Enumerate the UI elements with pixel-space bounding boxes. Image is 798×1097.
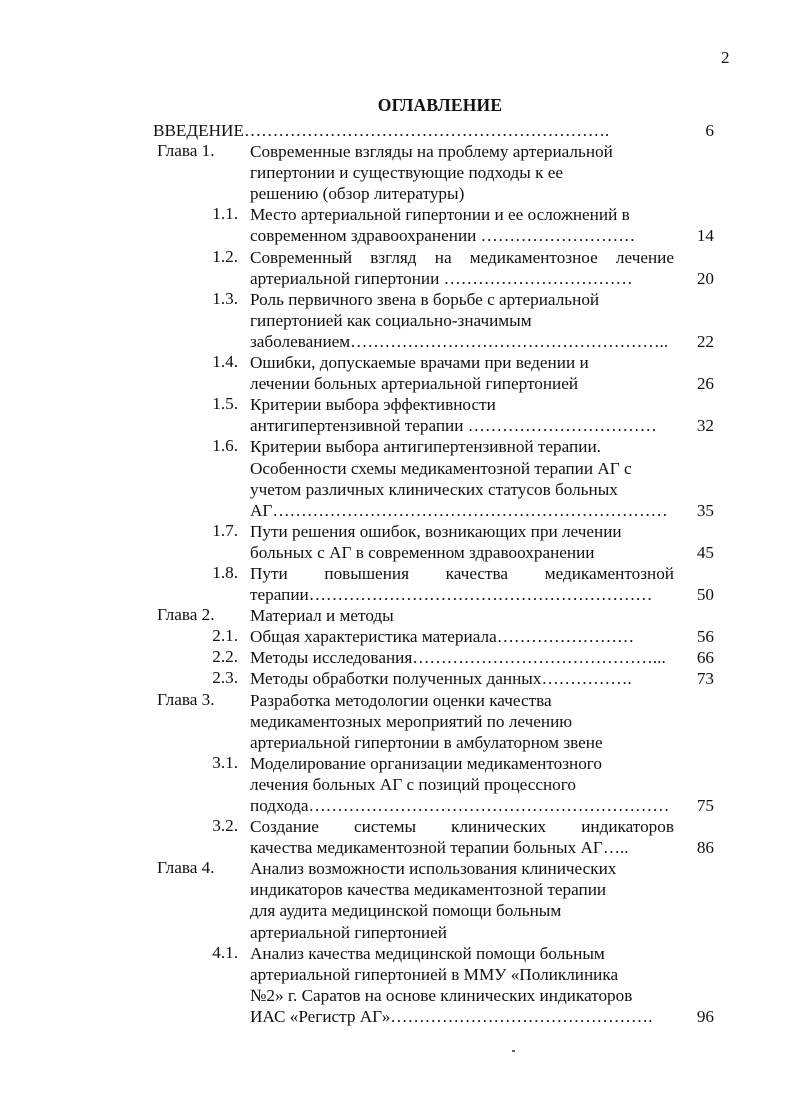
toc-entry <box>0 204 798 246</box>
toc-entry-line: Роль первичного звена в борьбе с артериальной <box>250 289 600 309</box>
toc-entry <box>0 141 798 204</box>
page-ref: 56 <box>696 627 714 647</box>
toc-entry-line: Разработка методологии оценки качества <box>250 690 552 710</box>
toc-entry-line: Современные взгляды на проблему артериальной <box>250 142 613 162</box>
toc-entry-line: ИАС «Регистр АГ»………………………………………. <box>250 1006 653 1026</box>
toc-entry <box>0 858 798 942</box>
page-ref: 66 <box>696 648 714 668</box>
toc-entry <box>0 563 798 605</box>
toc-entry-line: медикаментозных мероприятий по лечению <box>250 711 573 731</box>
toc-entry-line: Критерии выбора антигипертензивной терапии. <box>250 437 601 457</box>
toc-entry <box>0 394 798 436</box>
toc-entry-line: Общая характеристика материала…………………… <box>250 627 635 647</box>
toc-entry-line: артериальной гипертонией <box>250 922 447 942</box>
toc-entry <box>0 626 798 647</box>
toc-entry <box>0 289 798 352</box>
chapter-label: Глава 4. <box>157 858 215 878</box>
toc-entry-line: Методы исследования……………………………………... <box>250 648 666 668</box>
page-title: ОГЛАВЛЕНИЕ <box>377 95 503 115</box>
toc-entry <box>0 753 798 816</box>
section-number: 1.5. <box>212 394 238 414</box>
page-ref: 73 <box>696 669 714 689</box>
toc-entry-line: качества медикаментозной терапии больных АГ….. <box>250 838 629 858</box>
toc-entry-line: больных с АГ в современном здравоохранении <box>250 542 595 562</box>
page-ref: 20 <box>696 268 714 288</box>
page-ref: 35 <box>696 500 714 520</box>
chapter-label: Глава 3. <box>157 689 215 709</box>
toc-entry-line: Методы обработки полученных данных……………. <box>250 669 632 689</box>
toc-entry <box>0 816 798 858</box>
toc-entry-line: учетом различных клинических статусов больных <box>250 479 618 499</box>
section-number: 1.2. <box>212 246 238 266</box>
toc-entry-line: Пути повышения качества медикаментозной <box>250 563 674 583</box>
section-number: 2.3. <box>212 668 238 688</box>
toc-entry-line: артериальной гипертонии в амбулаторном звене <box>250 732 603 752</box>
section-number: 1.4. <box>212 352 238 372</box>
toc-entry-line: №2» г. Саратов на основе клинических индикаторов <box>250 985 633 1005</box>
toc-entry <box>0 247 798 289</box>
page-ref: 26 <box>696 374 714 394</box>
toc-entry-line: Особенности схемы медикаментозной терапии АГ с <box>250 458 632 478</box>
page-ref: 6 <box>705 121 714 140</box>
page-ref: 50 <box>696 585 714 605</box>
toc-entry <box>0 690 798 753</box>
toc-entry-line: Анализ возможности использования клинических <box>250 859 617 879</box>
scan-speck <box>512 1050 515 1052</box>
toc-entry-line: Современный взгляд на медикаментозное лечение <box>250 247 674 267</box>
toc-entry-line: Моделирование организации медикаментозного <box>250 753 603 773</box>
toc-entry-line: Создание системы клинических индикаторов <box>250 817 674 837</box>
toc-entry-line: индикаторов качества медикаментозной терапии <box>250 880 607 900</box>
page-ref: 96 <box>696 1006 714 1026</box>
page-ref: 14 <box>696 226 714 246</box>
toc-entry-line: гипертонии и существующие подходы к ее <box>250 163 564 183</box>
chapter-label: Глава 2. <box>157 605 215 625</box>
toc-entry-line: Анализ качества медицинской помощи больным <box>250 943 605 963</box>
toc-entry <box>0 521 798 563</box>
toc-entry <box>0 352 798 394</box>
toc-entry-line: Место артериальной гипертонии и ее осложнений в <box>250 205 630 225</box>
section-number: 2.1. <box>212 626 238 646</box>
section-number: 4.1. <box>212 942 238 962</box>
chapter-label: Глава 1. <box>157 141 215 161</box>
toc-entry-line: гипертонией как социально-значимым <box>250 310 532 330</box>
page-ref: 45 <box>696 542 714 562</box>
toc-entry-line: решению (обзор литературы) <box>250 184 465 204</box>
toc-entry-line: Критерии выбора эффективности <box>250 395 496 415</box>
toc-entry-line: для аудита медицинской помощи больным <box>250 901 562 921</box>
section-number: 1.1. <box>212 204 238 224</box>
toc-entry-line: современном здравоохранении ……………………… <box>250 226 636 246</box>
toc-entry-line: антигипертензивной терапии …………………………… <box>250 416 657 436</box>
toc-entry-line: артериальной гипертонии …………………………… <box>250 268 633 288</box>
toc-entry-line: ВВЕДЕНИЕ………………………………………………………. <box>153 121 610 140</box>
toc-entry <box>0 120 798 141</box>
toc-entry-line: подхода……………………………………………………… <box>250 796 670 815</box>
section-number: 1.6. <box>212 436 238 456</box>
toc-entry <box>0 436 798 520</box>
toc-entry-line: Материал и методы <box>250 606 394 626</box>
toc-entry <box>0 668 798 689</box>
toc-entry-line: терапии…………………………………………………… <box>250 585 653 605</box>
toc-entry-line: Ошибки, допускаемые врачами при ведении и <box>250 353 589 373</box>
page-ref: 22 <box>696 331 714 351</box>
toc-entry-line: лечения больных АГ с позиций процессного <box>250 774 576 794</box>
page-ref: 32 <box>696 416 714 436</box>
toc-entry <box>0 943 798 1027</box>
toc-entry <box>0 605 798 626</box>
page-number: 2 <box>721 48 730 67</box>
page-ref: 86 <box>696 838 714 858</box>
section-number: 1.3. <box>212 288 238 308</box>
toc-entry-line: АГ…………………………………………………………… <box>250 500 668 520</box>
section-number: 1.8. <box>212 562 238 582</box>
toc-entry-line: лечении больных артериальной гипертонией <box>250 374 579 394</box>
section-number: 2.2. <box>212 647 238 667</box>
toc-entry-line: Пути решения ошибок, возникающих при лечении <box>250 521 622 541</box>
toc-entry <box>0 647 798 668</box>
section-number: 3.2. <box>212 816 238 836</box>
page-ref: 75 <box>696 796 714 815</box>
toc-entry-line: артериальной гипертонией в ММУ «Поликлиника <box>250 964 619 984</box>
section-number: 1.7. <box>212 520 238 540</box>
toc-entry-line: заболеванием……………………………………………….. <box>250 331 669 351</box>
section-number: 3.1. <box>212 752 238 772</box>
table-of-contents <box>0 120 798 1027</box>
